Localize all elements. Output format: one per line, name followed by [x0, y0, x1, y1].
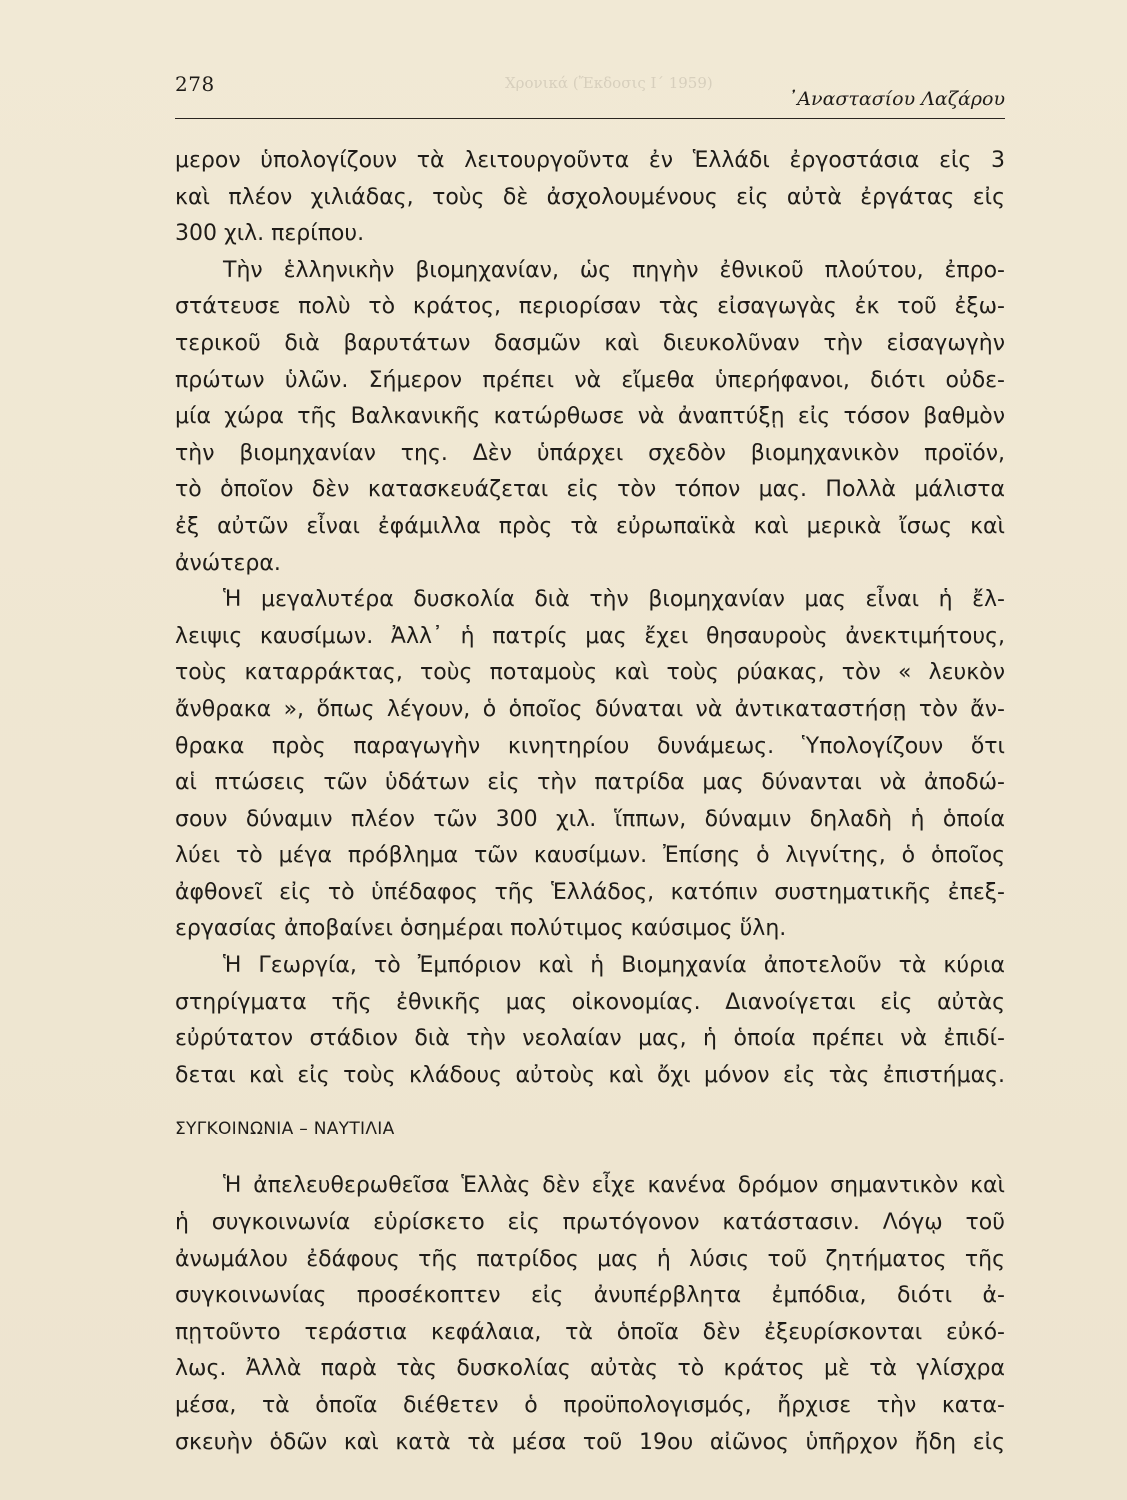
- bleed-through-text: Χρονικά (Ἔκδοσις Ι΄ 1959): [505, 74, 713, 92]
- text-line: τὸ ὁποῖον δὲν κατασκευάζεται εἰς τὸν τόπον μας. Πολλὰ μάλιστα: [175, 477, 1005, 503]
- text-line: θρακα πρὸς παραγωγὴν κινητηρίου δυνάμεως. Ὑπολογίζουν ὅτι: [175, 733, 1005, 759]
- paragraph: [175, 143, 1005, 253]
- text-line: 300 χιλ. περίπου.: [175, 221, 365, 247]
- text-line: Τὴν ἑλληνικὴν βιομηχανίαν, ὡς πηγὴν ἐθνικοῦ πλούτου, ἐπρο-: [223, 257, 1005, 283]
- section-heading: ΣΥΓΚΟΙΝΩΝΙΑ – ΝΑΥΤΙΛΙΑ: [175, 1119, 395, 1140]
- text-line: πρώτων ὑλῶν. Σήμερον πρέπει νὰ εἴμεθα ὑπερήφανοι, διότι οὐδε-: [175, 367, 1005, 393]
- text-line: ἀφθονεῖ εἰς τὸ ὑπέδαφος τῆς Ἑλλάδος, κατόπιν συστηματικῆς ἐπεξ-: [175, 879, 1005, 905]
- text-line: καὶ πλέον χιλιάδας, τοὺς δὲ ἀσχολουμένους εἰς αὐτὰ ἐργάτας εἰς: [175, 184, 1005, 210]
- text-line: σκευὴν ὁδῶν καὶ κατὰ τὰ μέσα τοῦ 19ου αἰῶνος ὑπῆρχον ἤδη εἰς: [175, 1429, 1005, 1455]
- text-line: λύει τὸ μέγα πρόβλημα τῶν καυσίμων. Ἐπίσης ὁ λιγνίτης, ὁ ὁποῖος: [175, 843, 1005, 869]
- text-line: μία χώρα τῆς Βαλκανικῆς κατώρθωσε νὰ ἀναπτύξῃ εἰς τόσον βαθμὸν: [175, 404, 1005, 430]
- text-line: μερον ὑπολογίζουν τὰ λειτουργοῦντα ἐν Ἑλλάδι ἐργοστάσια εἰς 3: [175, 148, 1005, 173]
- text-line: δεται καὶ εἰς τοὺς κλάδους αὐτοὺς καὶ ὄχι μόνον εἰς τὰς ἐπιστήμας.: [175, 1062, 1005, 1088]
- text-line: συγκοινωνίας προσέκοπτεν εἰς ἀνυπέρβλητα ἐμπόδια, διότι ἀ-: [175, 1283, 1005, 1309]
- text-line: ἀνώτερα.: [175, 550, 281, 576]
- text-line: τὴν βιομηχανίαν της. Δὲν ὑπάρχει σχεδὸν βιομηχανικὸν προϊόν,: [175, 440, 1005, 466]
- text-line: Ἡ μεγαλυτέρα δυσκολία διὰ τὴν βιομηχανίαν μας εἶναι ἡ ἔλ-: [223, 587, 1005, 613]
- text-line: λως. Ἀλλὰ παρὰ τὰς δυσκολίας αὐτὰς τὸ κράτος μὲ τὰ γλίσχρα: [175, 1356, 1005, 1382]
- paragraph: [175, 948, 1005, 1094]
- text-line: στηρίγματα τῆς ἐθνικῆς μας οἰκονομίας. Διανοίγεται εἰς αὐτὰς: [175, 989, 1005, 1015]
- page-number: 278: [175, 72, 215, 96]
- text-line: εὐρύτατον στάδιον διὰ τὴν νεολαίαν μας, ἡ ὁποία πρέπει νὰ ἐπιδί-: [175, 1026, 1005, 1052]
- text-line: εργασίας ἀποβαίνει ὁσημέραι πολύτιμος καύσιμος ὕλη.: [175, 916, 787, 942]
- paragraph: [175, 1168, 1005, 1461]
- page-header: [175, 70, 1005, 120]
- text-line: Ἡ ἀπελευθερωθεῖσα Ἑλλὰς δὲν εἶχε κανένα δρόμον σημαντικὸν καὶ: [223, 1173, 1005, 1199]
- text-line: μέσα, τὰ ὁποῖα διέθετεν ὁ προϋπολογισμός, ἤρχισε τὴν κατα-: [175, 1393, 1005, 1418]
- header-rule: [175, 118, 1005, 119]
- text-line: Ἡ Γεωργία, τὸ Ἐμπόριον καὶ ἡ Βιομηχανία ἀποτελοῦν τὰ κύρια: [223, 953, 1005, 979]
- text-line: ἀνωμάλου ἐδάφους τῆς πατρίδος μας ἡ λύσις τοῦ ζητήματος τῆς: [175, 1246, 1005, 1272]
- text-line: στάτευσε πολὺ τὸ κράτος, περιορίσαν τὰς εἰσαγωγὰς ἐκ τοῦ ἐξω-: [175, 294, 1005, 320]
- text-line: ἄνθρακα », ὅπως λέγουν, ὁ ὁποῖος δύναται νὰ ἀντικαταστήσῃ τὸν ἄν-: [175, 696, 1005, 722]
- paragraph: [175, 582, 1005, 948]
- page-body: [175, 143, 1005, 1461]
- text-line: τοὺς καταρράκτας, τοὺς ποταμοὺς καὶ τοὺς ρύακας, τὸν « λευκὸν: [175, 660, 1005, 686]
- text-line: τερικοῦ διὰ βαρυτάτων δασμῶν καὶ διευκολῦναν τὴν εἰσαγωγὴν: [175, 330, 1005, 356]
- text-line: ἐξ αὐτῶν εἶναι ἐφάμιλλα πρὸς τὰ εὐρωπαϊκὰ καὶ μερικὰ ἴσως καὶ: [175, 513, 1005, 539]
- text-line: σουν δύναμιν πλέον τῶν 300 χιλ. ἵππων, δύναμιν δηλαδὴ ἡ ὁποία: [175, 806, 1005, 832]
- text-line: πῃτοῦντο τεράστια κεφάλαια, τὰ ὁποῖα δὲν ἐξευρίσκονται εὐκό-: [175, 1319, 1005, 1345]
- paragraph: [175, 253, 1005, 582]
- text-line: λειψις καυσίμων. Ἀλλ᾿ ἡ πατρίς μας ἔχει θησαυροὺς ἀνεκτιμήτους,: [175, 623, 1005, 649]
- text-line: ἡ συγκοινωνία εὑρίσκετο εἰς πρωτόγονον κατάστασιν. Λόγῳ τοῦ: [175, 1210, 1005, 1236]
- text-line: αἱ πτώσεις τῶν ὑδάτων εἰς τὴν πατρίδα μας δύνανται νὰ ἀποδώ-: [175, 770, 1005, 796]
- running-head: ᾿Αναστασίου Λαζάρου: [787, 88, 1005, 110]
